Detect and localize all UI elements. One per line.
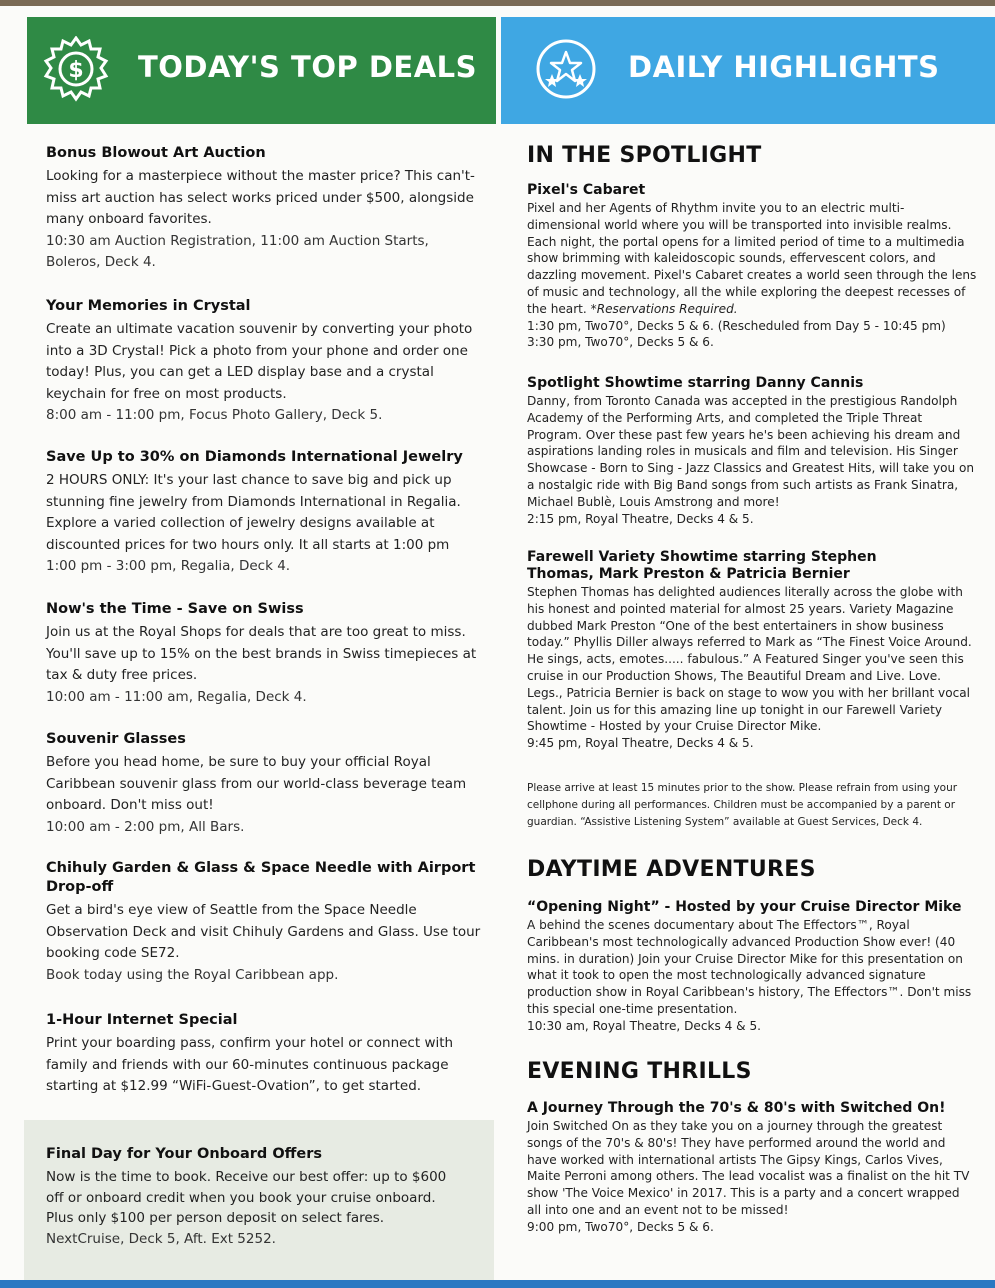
daily-highlights-title: DAILY HIGHLIGHTS — [628, 50, 940, 84]
deal-body: 2 HOURS ONLY: It's your last chance to save big and pick up stunning fine jewelry from Diamonds International in Regalia. Explore a varied collection of jewelry designs available at discounted prices for two hours only. It all starts at 1:00 pm — [46, 472, 461, 553]
onboard-offers-box — [24, 1120, 494, 1288]
event-danny-cannis — [527, 375, 977, 527]
deal-time: 10:00 am - 2:00 pm, All Bars. — [46, 818, 245, 835]
deal-souvenir-glasses — [46, 730, 486, 838]
deal-diamonds-jewelry — [46, 448, 486, 578]
top-edge — [0, 0, 995, 6]
deal-art-auction — [46, 144, 486, 274]
dollar-seal-icon — [43, 36, 109, 102]
event-pixels-cabaret — [527, 182, 977, 351]
deal-title: Final Day for Your Onboard Offers — [46, 1146, 323, 1162]
deal-time: 8:00 am - 11:00 pm, Focus Photo Gallery, Deck 5. — [46, 407, 383, 423]
deal-internet-special — [46, 1011, 486, 1098]
event-time: 9:00 pm, Two70°, Decks 5 & 6. — [527, 1219, 714, 1234]
deal-memories-crystal — [46, 297, 486, 427]
deal-title: Chihuly Garden & Glass & Space Needle with Airport Drop-off — [46, 860, 476, 895]
deal-time: Book today using the Royal Caribbean app. — [46, 966, 339, 983]
stars-circle-icon — [533, 36, 599, 102]
deal-body: Create an ultimate vacation souvenir by converting your photo into a 3D Crystal! Pick a photo from your phone and order one today! Plus, you can get a LED display base and a crystal keychain for free on most products. — [46, 321, 473, 402]
deal-title: Your Memories in Crystal — [46, 298, 251, 314]
event-time: 2:15 pm, Royal Theatre, Decks 4 & 5. — [527, 511, 754, 526]
show-notice: Please arrive at least 15 minutes prior to the show. Please refrain from using your cellphone during all performances. Children must be accompanied by a parent or guardian. “Assistive Listening System” available at Guest Services, Deck 4. — [527, 782, 958, 828]
event-title: “Opening Night” - Hosted by your Cruise Director Mike — [527, 899, 962, 915]
event-body: Join Switched On as they take you on a journey through the greatest songs of the 70's & 80's! They have performed around the world and have worked with international artists The Gipsy Kings, Carlos Vives, Maite Perroni among others. The lead vocalist was a finalist on the hit TV show 'The Voice Mexico' in 2017. This is a party and a concert wrapped all into one and an event not to be missed! — [527, 1119, 970, 1217]
deal-body: Before you head home, be sure to buy your official Royal Caribbean souvenir glass from our world-class beverage team onboard. Don't miss out! — [46, 754, 467, 813]
bottom-edge — [0, 1280, 995, 1288]
top-deals-title: TODAY'S TOP DEALS — [138, 50, 478, 84]
deal-body: Now is the time to book. Receive our best offer: up to $600 off or onboard credit when you book your cruise onboard. Plus only $100 per person deposit on select fares. — [46, 1169, 447, 1226]
event-title: Spotlight Showtime starring Danny Cannis — [527, 375, 864, 391]
event-switched-on — [527, 1100, 977, 1236]
deal-title: Now's the Time - Save on Swiss — [46, 601, 304, 617]
deal-body: Looking for a masterpiece without the master price? This can't-miss art auction has select works priced under $500, alongside many onboard favorites. — [46, 168, 475, 227]
deal-body: Print your boarding pass, confirm your hotel or connect with family and friends with our 60-minutes continuous package starting at $12.99 “WiFi-Guest-Ovation”, to get started. — [46, 1035, 454, 1094]
spotlight-heading: IN THE SPOTLIGHT — [527, 143, 762, 168]
deal-onboard-offers — [46, 1145, 466, 1249]
deal-time: NextCruise, Deck 5, Aft. Ext 5252. — [46, 1230, 276, 1247]
event-opening-night — [527, 899, 977, 1035]
event-time: 10:30 am, Royal Theatre, Decks 4 & 5. — [527, 1018, 761, 1033]
event-title: Pixel's Cabaret — [527, 182, 646, 198]
top-deals-header — [27, 17, 496, 124]
deal-body: Get a bird's eye view of Seattle from the Space Needle Observation Deck and visit Chihuly Gardens and Glass. Use tour booking code SE72. — [46, 902, 481, 961]
event-body: A behind the scenes documentary about The Effectors™, Royal Caribbean's most technologically advanced Production Show ever! (40 mins. in duration) Join your Cruise Director Mike for this presentation on what it took to open the most technologically advanced signature production show in Royal Caribbean's history, The Effectors™. Don't miss this special one-time presentation. — [527, 918, 972, 1016]
deal-time: 10:00 am - 11:00 am, Regalia, Deck 4. — [46, 688, 307, 705]
event-time-2: 3:30 pm, Two70°, Decks 5 & 6. — [527, 335, 714, 350]
event-title: Farewell Variety Showtime starring Stephen Thomas, Mark Preston & Patricia Bernier — [527, 549, 877, 582]
deal-time: 1:00 pm - 3:00 pm, Regalia, Deck 4. — [46, 558, 291, 574]
deal-title: Bonus Blowout Art Auction — [46, 145, 266, 161]
event-body: Pixel and her Agents of Rhythm invite you to an electric multi-dimensional world where you will be transported into invisible realms. Each night, the portal opens for a limited period of time to a multimedia show brimming with kaleidoscopic sounds, effervescent colors, and dazzling movement. Pixel's Cabaret creates a world seen through the lens of music and technology, all the while exploring the deepest recesses of the heart. *Reservations Required. — [527, 201, 977, 316]
evening-heading: EVENING THRILLS — [527, 1059, 752, 1084]
deal-time: 10:30 am Auction Registration, 11:00 am Auction Starts, Boleros, Deck 4. — [46, 232, 429, 270]
deal-body: Join us at the Royal Shops for deals that are too great to miss. You'll save up to 15% on the best brands in Swiss timepieces at tax & duty free prices. — [46, 624, 477, 683]
svg-text:$: $ — [68, 58, 84, 83]
deal-swiss — [46, 600, 486, 708]
event-title: A Journey Through the 70's & 80's with Switched On! — [527, 1100, 946, 1116]
daily-highlights-header — [501, 17, 995, 124]
reservation-note: *Reservations Required. — [590, 301, 738, 316]
event-time: 9:45 pm, Royal Theatre, Decks 4 & 5. — [527, 736, 754, 751]
event-body: Stephen Thomas has delighted audiences literally across the globe with his honest and pointed material for almost 25 years. Variety Magazine dubbed Mark Preston “One of the best entertainers in show business today.” Phyllis Diller always referred to Mark as “The Finest Voice Around. He sings, acts, emotes..... fabulous.” A Featured Singer you've seen this cruise in our Production Shows, The Beautiful Dream and Live. Love. Legs., Patricia Bernier is back on stage to wow you with her brillant vocal talent. Join us for this amazing line up tonight in our Farewell Variety Showtime - Hosted by your Cruise Director Mike. — [527, 585, 972, 734]
deal-title: Souvenir Glasses — [46, 731, 186, 747]
event-time: 1:30 pm, Two70°, Decks 5 & 6. (Rescheduled from Day 5 - 10:45 pm) — [527, 318, 946, 333]
deal-title: 1-Hour Internet Special — [46, 1012, 238, 1028]
event-farewell-variety — [527, 549, 977, 752]
deal-title: Save Up to 30% on Diamonds International Jewelry — [46, 449, 463, 465]
deal-chihuly-space-needle — [46, 859, 486, 986]
event-body: Danny, from Toronto Canada was accepted in the prestigious Randolph Academy of the Performing Arts, and completed the Triple Threat Program. Over these past few years he's been achieving his dream and aspirations landing roles in musicals and film and television. His Singer Showcase - Born to Sing - Jazz Classics and Greatest Hits, will take you on a nostalgic ride with Big Band songs from such artists as Frank Sinatra, Michael Bublè, Louis Amstrong and more! — [527, 394, 975, 509]
daytime-heading: DAYTIME ADVENTURES — [527, 857, 816, 882]
